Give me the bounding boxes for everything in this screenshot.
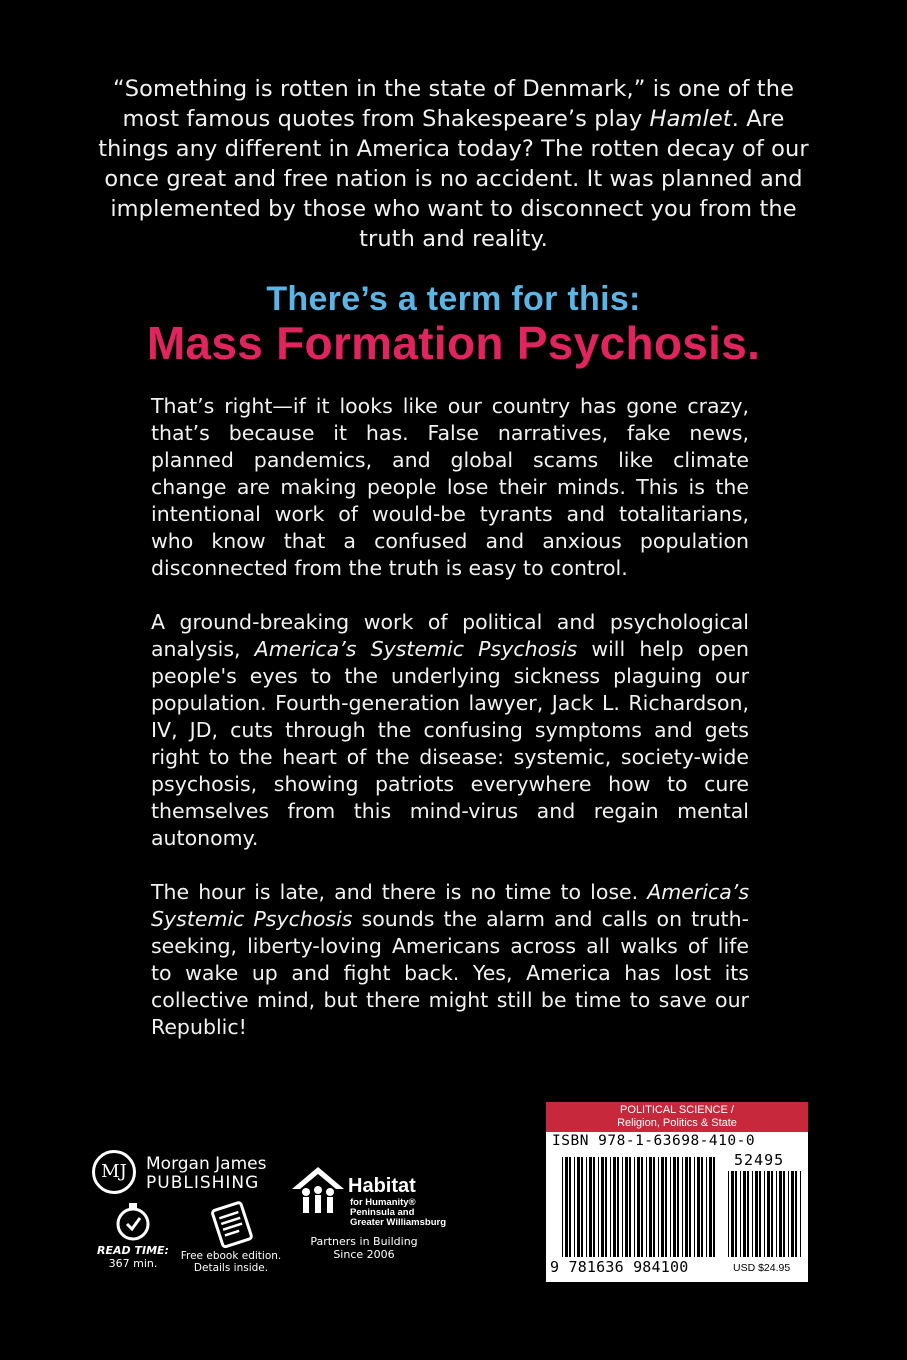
publisher-sub: PUBLISHING	[146, 1173, 260, 1193]
barcode-bar	[653, 1157, 655, 1257]
barcode-bar	[697, 1157, 700, 1257]
barcode-bar	[747, 1171, 749, 1257]
ebook-icon	[201, 1200, 261, 1250]
habitat-house-icon	[290, 1165, 346, 1217]
barcode-bar	[689, 1157, 691, 1257]
barcode-bar	[646, 1157, 647, 1257]
barcode-box	[546, 1102, 808, 1282]
barcode-bar	[776, 1171, 777, 1257]
barcode-bar	[800, 1171, 801, 1257]
barcode-bar	[682, 1157, 683, 1257]
barcode-bar	[649, 1157, 652, 1257]
barcode-bar	[788, 1171, 789, 1257]
paragraph-2-b: will help open people's eyes to the underlying sickness plaguing our population. Fourth-generation lawyer, Jack L. Richardson, IV, JD, cuts through the confusing symptoms and gets right to the heart of the disease: systemic, society-wide psychosis, showing patriots everywhere how to cure themselves from this mind-virus and regain mental autonomy.	[151, 637, 749, 850]
intro-title: Hamlet	[649, 106, 732, 132]
barcode-bar	[709, 1157, 712, 1257]
habitat-tagline-2: Since 2006	[333, 1248, 395, 1261]
barcode-bar	[565, 1157, 568, 1257]
barcode-bar	[685, 1157, 688, 1257]
barcode-bar	[658, 1157, 659, 1257]
habitat-subtitle	[350, 1198, 450, 1228]
ebook-line-2: Details inside.	[193, 1262, 269, 1274]
barcode-bar	[622, 1157, 623, 1257]
intro-text-b: . Are things any different in America today? The rotten decay of our once great and free nation is no accident. It was planned and implemented by those who want to disconnect you from the truth and reality.	[98, 106, 809, 252]
barcode-bar	[569, 1157, 571, 1257]
habitat-tagline-1: Partners in Building	[310, 1235, 418, 1248]
paragraph-3-b: sounds the alarm and calls on truth-seeking, liberty-loving Americans across all walks of life to wake up and fight back. Yes, America has lost its collective mind, but there might still be time to save our Republic!	[151, 907, 749, 1039]
barcode-bar	[598, 1157, 599, 1257]
barcode-bar	[743, 1171, 746, 1257]
barcode-bar	[728, 1171, 729, 1257]
barcode-bar	[791, 1171, 794, 1257]
category-line-1: POLITICAL SCIENCE /	[620, 1104, 734, 1116]
category-band	[546, 1102, 808, 1132]
barcode-bar	[625, 1157, 628, 1257]
barcode-bar	[706, 1157, 707, 1257]
barcode-bar	[617, 1157, 619, 1257]
barcode-bar	[577, 1157, 580, 1257]
barcode-bar	[593, 1157, 595, 1257]
paragraph-1: That’s right—if it looks like our country has gone crazy, that’s because it has. False narratives, fake news, planned pandemics, and global scams like climate change are making people lose their minds. This is the intentional work of would-be tyrants and totalitarians, who know that a confused and anxious population disconnected from the truth is easy to control.	[151, 394, 749, 580]
barcode-bar	[670, 1157, 671, 1257]
ean-digits: 9 781636 984100	[550, 1258, 689, 1276]
book-title: America’s Systemic Psychosis	[151, 880, 749, 931]
barcode-bar	[779, 1171, 782, 1257]
supplement-code: 52495	[734, 1151, 785, 1169]
barcode-bar	[613, 1157, 616, 1257]
barcode-bar	[771, 1171, 773, 1257]
barcode-bar	[610, 1157, 611, 1257]
paragraph-2-a: A ground-breaking work of political and psychological analysis,	[151, 610, 749, 661]
habitat-sub-2: Peninsula and	[350, 1207, 415, 1218]
barcode-bars	[546, 1152, 808, 1260]
intro-text-a: “Something is rotten in the state of Denmark,” is one of the most famous quotes from Shakespeare’s play	[112, 76, 795, 132]
barcode-bar	[677, 1157, 679, 1257]
barcode-bar	[701, 1157, 703, 1257]
barcode-bar	[735, 1171, 737, 1257]
price: USD $24.95	[733, 1262, 791, 1274]
publisher-name: Morgan James	[146, 1154, 267, 1174]
ebook-line-1: Free ebook edition.	[180, 1250, 282, 1262]
barcode-bar	[665, 1157, 667, 1257]
barcode-bar	[713, 1157, 715, 1257]
category-line-2: Religion, Politics & State	[617, 1117, 737, 1129]
habitat-sub-1: for Humanity®	[350, 1197, 416, 1208]
barcode-bar	[605, 1157, 607, 1257]
barcode-bar	[562, 1157, 563, 1257]
barcode-bar	[661, 1157, 664, 1257]
habitat-logo	[290, 1165, 450, 1265]
barcode-bar	[629, 1157, 631, 1257]
heading-psychosis: Mass Formation Psychosis.	[146, 317, 761, 369]
read-time	[88, 1200, 178, 1280]
intro-quote	[95, 74, 812, 254]
read-time-value: 367 min.	[108, 1257, 158, 1270]
barcode-bar	[759, 1171, 761, 1257]
barcode-bar	[764, 1171, 765, 1257]
habitat-name: Habitat	[348, 1175, 416, 1197]
ebook-badge	[176, 1200, 286, 1280]
isbn-text: ISBN 978-1-63698-410-0	[552, 1133, 756, 1149]
barcode-bar	[755, 1171, 758, 1257]
barcode-bar	[581, 1157, 583, 1257]
barcode-bar	[795, 1171, 797, 1257]
stopwatch-icon	[113, 1200, 153, 1242]
paragraph-3-a: The hour is late, and there is no time to lose.	[151, 880, 648, 904]
barcode-bar	[637, 1157, 640, 1257]
paragraph-3	[151, 879, 749, 1041]
barcode-bar	[752, 1171, 753, 1257]
barcode-bar	[589, 1157, 592, 1257]
barcode-bar	[641, 1157, 643, 1257]
book-title: America’s Systemic Psychosis	[254, 637, 578, 661]
barcode-bar	[731, 1171, 734, 1257]
habitat-sub-3: Greater Williamsburg	[350, 1217, 446, 1228]
publisher-logo	[92, 1150, 272, 1200]
barcode-bar	[783, 1171, 785, 1257]
paragraph-2	[151, 609, 749, 852]
barcode-bar	[634, 1157, 635, 1257]
barcode-bar	[586, 1157, 587, 1257]
barcode-bar	[694, 1157, 695, 1257]
heading-term: There’s a term for this:	[266, 280, 641, 318]
barcode-bar	[673, 1157, 676, 1257]
barcode-bar	[767, 1171, 770, 1257]
mj-circle-logo: MJ	[92, 1150, 136, 1194]
barcode-bar	[740, 1171, 741, 1257]
barcode-bar	[601, 1157, 604, 1257]
barcode-bar	[574, 1157, 575, 1257]
read-time-label: READ TIME:	[97, 1244, 169, 1257]
